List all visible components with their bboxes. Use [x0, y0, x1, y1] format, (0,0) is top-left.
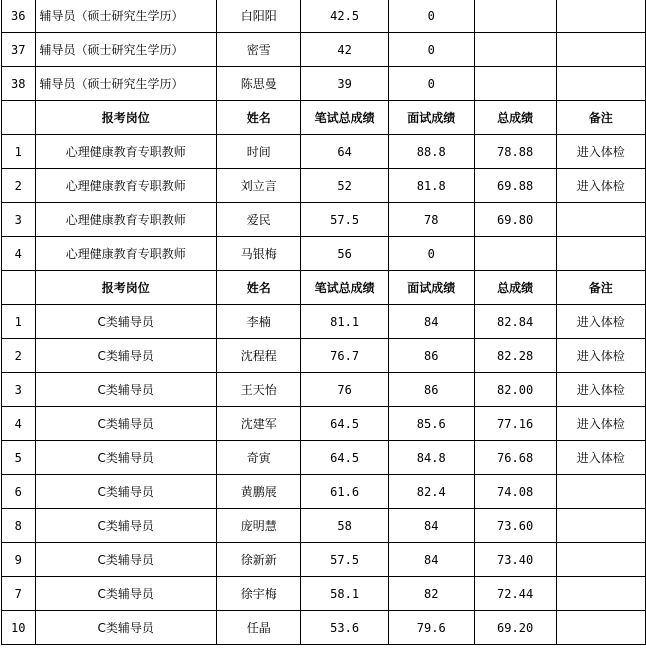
header-cell-interview: 面试成绩 [388, 271, 474, 305]
name-cell: 马银梅 [217, 237, 301, 271]
total-score-cell: 74.08 [474, 475, 556, 509]
interview-score-cell: 79.6 [388, 611, 474, 645]
interview-score-cell: 78 [388, 203, 474, 237]
written-score-cell: 57.5 [301, 543, 388, 577]
row-number-cell: 8 [2, 509, 36, 543]
interview-score-cell: 0 [388, 0, 474, 33]
row-number-cell: 36 [2, 0, 36, 33]
header-cell-interview: 面试成绩 [388, 101, 474, 135]
post-cell: C类辅导员 [35, 543, 217, 577]
interview-score-cell: 85.6 [388, 407, 474, 441]
post-cell: C类辅导员 [35, 577, 217, 611]
table-row [2, 203, 646, 237]
interview-score-cell: 84 [388, 509, 474, 543]
name-cell: 沈程程 [217, 339, 301, 373]
post-cell: C类辅导员 [35, 475, 217, 509]
written-score-cell: 64 [301, 135, 388, 169]
header-cell-total: 总成绩 [474, 101, 556, 135]
remark-cell [556, 203, 645, 237]
remark-cell: 进入体检 [556, 373, 645, 407]
post-cell: 辅导员（硕士研究生学历） [35, 0, 217, 33]
remark-cell [556, 67, 645, 101]
remark-cell [556, 0, 645, 33]
written-score-cell: 39 [301, 67, 388, 101]
written-score-cell: 76 [301, 373, 388, 407]
name-cell: 李楠 [217, 305, 301, 339]
post-cell: C类辅导员 [35, 339, 217, 373]
table-row [2, 407, 646, 441]
row-number-cell: 10 [2, 611, 36, 645]
row-number-cell: 1 [2, 135, 36, 169]
interview-score-cell: 82 [388, 577, 474, 611]
row-number-cell: 7 [2, 577, 36, 611]
written-score-cell: 42 [301, 33, 388, 67]
interview-score-cell: 86 [388, 339, 474, 373]
name-cell: 黄鹏展 [217, 475, 301, 509]
table-row [2, 543, 646, 577]
name-cell: 白阳阳 [217, 0, 301, 33]
written-score-cell: 52 [301, 169, 388, 203]
remark-cell: 进入体检 [556, 135, 645, 169]
total-score-cell: 73.60 [474, 509, 556, 543]
table-row [2, 373, 646, 407]
table-row [2, 509, 646, 543]
interview-score-cell: 0 [388, 33, 474, 67]
table-row [2, 475, 646, 509]
interview-score-cell: 0 [388, 67, 474, 101]
name-cell: 沈建军 [217, 407, 301, 441]
total-score-cell: 73.40 [474, 543, 556, 577]
remark-cell [556, 577, 645, 611]
total-score-cell: 82.84 [474, 305, 556, 339]
post-cell: C类辅导员 [35, 441, 217, 475]
name-cell: 徐宇梅 [217, 577, 301, 611]
written-score-cell: 42.5 [301, 0, 388, 33]
written-score-cell: 81.1 [301, 305, 388, 339]
row-number-cell: 4 [2, 237, 36, 271]
table-row [2, 305, 646, 339]
post-cell: C类辅导员 [35, 407, 217, 441]
table-row [2, 135, 646, 169]
post-cell: 心理健康教育专职教师 [35, 237, 217, 271]
remark-cell: 进入体检 [556, 169, 645, 203]
written-score-cell: 53.6 [301, 611, 388, 645]
name-cell: 奇寅 [217, 441, 301, 475]
header-cell-name: 姓名 [217, 101, 301, 135]
total-score-cell [474, 0, 556, 33]
written-score-cell: 58 [301, 509, 388, 543]
name-cell: 任晶 [217, 611, 301, 645]
remark-cell [556, 475, 645, 509]
table-row [2, 0, 646, 33]
row-number-cell: 37 [2, 33, 36, 67]
remark-cell [556, 543, 645, 577]
header-cell-remark: 备注 [556, 101, 645, 135]
header-cell-post: 报考岗位 [35, 101, 217, 135]
interview-score-cell: 81.8 [388, 169, 474, 203]
row-number-cell: 38 [2, 67, 36, 101]
interview-score-cell: 0 [388, 237, 474, 271]
total-score-cell [474, 67, 556, 101]
results-table-body [2, 0, 646, 645]
row-number-cell: 1 [2, 305, 36, 339]
results-table [1, 0, 646, 645]
remark-cell [556, 611, 645, 645]
row-number-cell: 9 [2, 543, 36, 577]
post-cell: C类辅导员 [35, 611, 217, 645]
row-number-cell: 3 [2, 373, 36, 407]
remark-cell [556, 237, 645, 271]
interview-score-cell: 82.4 [388, 475, 474, 509]
header-row [2, 101, 646, 135]
interview-score-cell: 84 [388, 305, 474, 339]
name-cell: 爱民 [217, 203, 301, 237]
row-number-cell: 2 [2, 339, 36, 373]
post-cell: C类辅导员 [35, 373, 217, 407]
total-score-cell: 72.44 [474, 577, 556, 611]
name-cell: 刘立言 [217, 169, 301, 203]
row-number-cell: 6 [2, 475, 36, 509]
header-cell-blank [2, 101, 36, 135]
header-cell-total: 总成绩 [474, 271, 556, 305]
written-score-cell: 56 [301, 237, 388, 271]
remark-cell: 进入体检 [556, 441, 645, 475]
written-score-cell: 64.5 [301, 441, 388, 475]
total-score-cell: 69.88 [474, 169, 556, 203]
remark-cell: 进入体检 [556, 339, 645, 373]
remark-cell: 进入体检 [556, 407, 645, 441]
post-cell: 辅导员（硕士研究生学历） [35, 67, 217, 101]
remark-cell: 进入体检 [556, 305, 645, 339]
total-score-cell: 69.80 [474, 203, 556, 237]
post-cell: 心理健康教育专职教师 [35, 169, 217, 203]
written-score-cell: 57.5 [301, 203, 388, 237]
header-cell-post: 报考岗位 [35, 271, 217, 305]
post-cell: 心理健康教育专职教师 [35, 135, 217, 169]
name-cell: 时间 [217, 135, 301, 169]
table-row [2, 441, 646, 475]
name-cell: 密雪 [217, 33, 301, 67]
header-cell-blank [2, 271, 36, 305]
header-cell-written: 笔试总成绩 [301, 101, 388, 135]
remark-cell [556, 509, 645, 543]
post-cell: 辅导员（硕士研究生学历） [35, 33, 217, 67]
name-cell: 王天怡 [217, 373, 301, 407]
total-score-cell: 82.00 [474, 373, 556, 407]
written-score-cell: 76.7 [301, 339, 388, 373]
header-row [2, 271, 646, 305]
interview-score-cell: 84.8 [388, 441, 474, 475]
interview-score-cell: 86 [388, 373, 474, 407]
table-row [2, 169, 646, 203]
row-number-cell: 2 [2, 169, 36, 203]
total-score-cell: 69.20 [474, 611, 556, 645]
row-number-cell: 3 [2, 203, 36, 237]
post-cell: 心理健康教育专职教师 [35, 203, 217, 237]
total-score-cell [474, 237, 556, 271]
total-score-cell: 78.88 [474, 135, 556, 169]
interview-score-cell: 84 [388, 543, 474, 577]
table-row [2, 339, 646, 373]
header-cell-remark: 备注 [556, 271, 645, 305]
table-row [2, 33, 646, 67]
total-score-cell [474, 33, 556, 67]
written-score-cell: 61.6 [301, 475, 388, 509]
total-score-cell: 76.68 [474, 441, 556, 475]
name-cell: 陈思曼 [217, 67, 301, 101]
row-number-cell: 5 [2, 441, 36, 475]
table-row [2, 611, 646, 645]
table-row [2, 237, 646, 271]
row-number-cell: 4 [2, 407, 36, 441]
total-score-cell: 77.16 [474, 407, 556, 441]
total-score-cell: 82.28 [474, 339, 556, 373]
header-cell-name: 姓名 [217, 271, 301, 305]
written-score-cell: 58.1 [301, 577, 388, 611]
table-row [2, 577, 646, 611]
remark-cell [556, 33, 645, 67]
post-cell: C类辅导员 [35, 305, 217, 339]
header-cell-written: 笔试总成绩 [301, 271, 388, 305]
written-score-cell: 64.5 [301, 407, 388, 441]
interview-score-cell: 88.8 [388, 135, 474, 169]
post-cell: C类辅导员 [35, 509, 217, 543]
name-cell: 徐新新 [217, 543, 301, 577]
table-row [2, 67, 646, 101]
name-cell: 庞明慧 [217, 509, 301, 543]
